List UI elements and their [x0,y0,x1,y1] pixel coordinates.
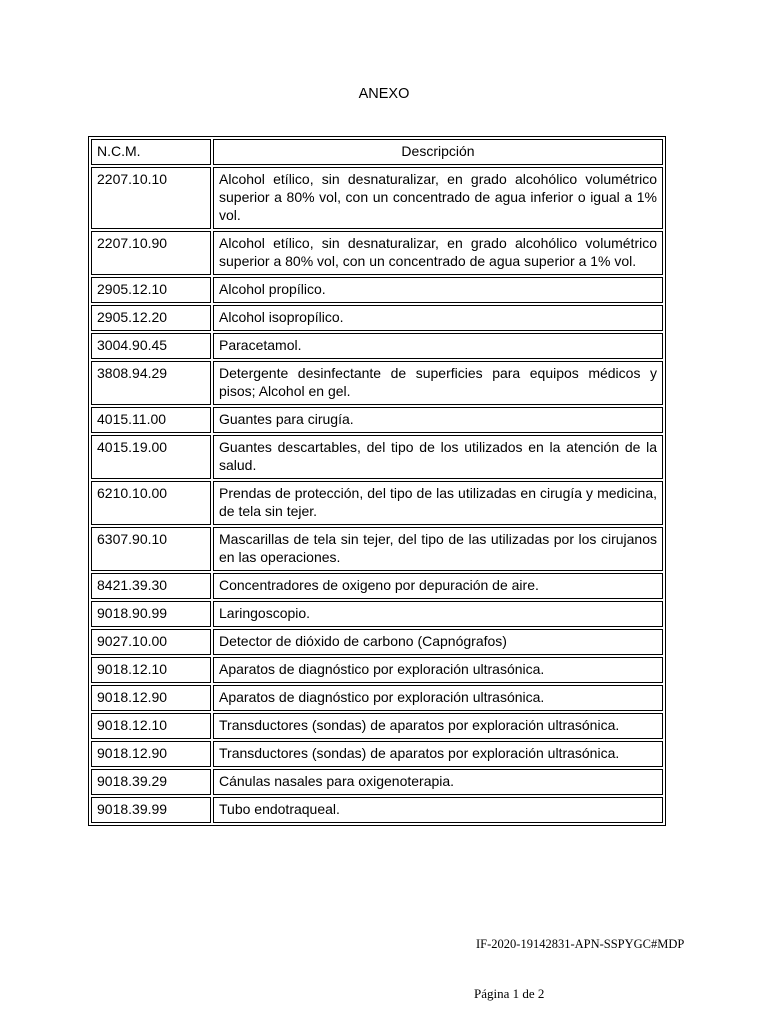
ncm-code-cell: 4015.19.00 [91,435,211,479]
description-cell: Aparatos de diagnóstico por exploración ultrasónica. [213,685,663,711]
page-title: ANEXO [358,86,410,102]
description-cell: Guantes descartables, del tipo de los utilizados en la atención de la salud. [213,435,663,479]
ncm-code-cell: 9018.12.90 [91,685,211,711]
description-cell: Detergente desinfectante de superficies para equipos médicos y pisos; Alcohol en gel. [213,361,663,405]
table-row [91,481,663,525]
table-row [91,361,663,405]
table-row [91,573,663,599]
ncm-code-cell: 6307.90.10 [91,527,211,571]
table-row [91,713,663,739]
description-cell: Mascarillas de tela sin tejer, del tipo de las utilizadas por los cirujanos en las operaciones. [213,527,663,571]
document-id: IF-2020-19142831-APN-SSPYGC#MDP [476,937,685,951]
header-ncm: N.C.M. [91,139,211,165]
description-cell: Transductores (sondas) de aparatos por exploración ultrasónica. [213,713,663,739]
table-row [91,527,663,571]
table-row [91,167,663,229]
ncm-code-cell: 9018.90.99 [91,601,211,627]
ncm-code-cell: 9018.12.10 [91,713,211,739]
ncm-code-cell: 2905.12.20 [91,305,211,331]
description-cell: Alcohol isopropílico. [213,305,663,331]
description-cell: Alcohol etílico, sin desnaturalizar, en grado alcohólico volumétrico superior a 80% vol, con un concentrado de agua superior a 1% vol. [213,231,663,275]
ncm-code-cell: 9018.39.29 [91,769,211,795]
ncm-code-cell: 3808.94.29 [91,361,211,405]
ncm-code-cell: 9027.10.00 [91,629,211,655]
table-row [91,277,663,303]
page-number-label: Página 1 de 2 [474,986,545,1001]
table-row [91,657,663,683]
table-row [91,407,663,433]
ncm-code-cell: 9018.12.90 [91,741,211,767]
table-row [91,629,663,655]
ncm-code-cell: 2207.10.10 [91,167,211,229]
description-cell: Cánulas nasales para oxigenoterapia. [213,769,663,795]
ncm-code-cell: 2905.12.10 [91,277,211,303]
description-cell: Laringoscopio. [213,601,663,627]
description-cell: Aparatos de diagnóstico por exploración ultrasónica. [213,657,663,683]
ncm-code-cell: 8421.39.30 [91,573,211,599]
header-description: Descripción [213,139,663,165]
description-cell: Guantes para cirugía. [213,407,663,433]
description-cell: Tubo endotraqueal. [213,797,663,823]
annex-table [88,136,666,826]
table-header-row [91,139,663,165]
description-cell: Alcohol propílico. [213,277,663,303]
description-cell: Prendas de protección, del tipo de las utilizadas en cirugía y medicina, de tela sin tejer. [213,481,663,525]
ncm-code-cell: 2207.10.90 [91,231,211,275]
table-row [91,685,663,711]
ncm-code-cell: 6210.10.00 [91,481,211,525]
table-row [91,305,663,331]
ncm-code-cell: 3004.90.45 [91,333,211,359]
description-cell: Alcohol etílico, sin desnaturalizar, en grado alcohólico volumétrico superior a 80% vol, con un concentrado de agua inferior o igual a 1% vol. [213,167,663,229]
table-row [91,797,663,823]
ncm-code-cell: 9018.39.99 [91,797,211,823]
table-row [91,601,663,627]
description-cell: Transductores (sondas) de aparatos por exploración ultrasónica. [213,741,663,767]
table-row [91,333,663,359]
table-row [91,741,663,767]
table-row [91,231,663,275]
description-cell: Paracetamol. [213,333,663,359]
description-cell: Concentradores de oxigeno por depuración de aire. [213,573,663,599]
annex-table-container [88,136,666,826]
table-row [91,769,663,795]
description-cell: Detector de dióxido de carbono (Capnógrafos) [213,629,663,655]
ncm-code-cell: 9018.12.10 [91,657,211,683]
table-row [91,435,663,479]
ncm-code-cell: 4015.11.00 [91,407,211,433]
